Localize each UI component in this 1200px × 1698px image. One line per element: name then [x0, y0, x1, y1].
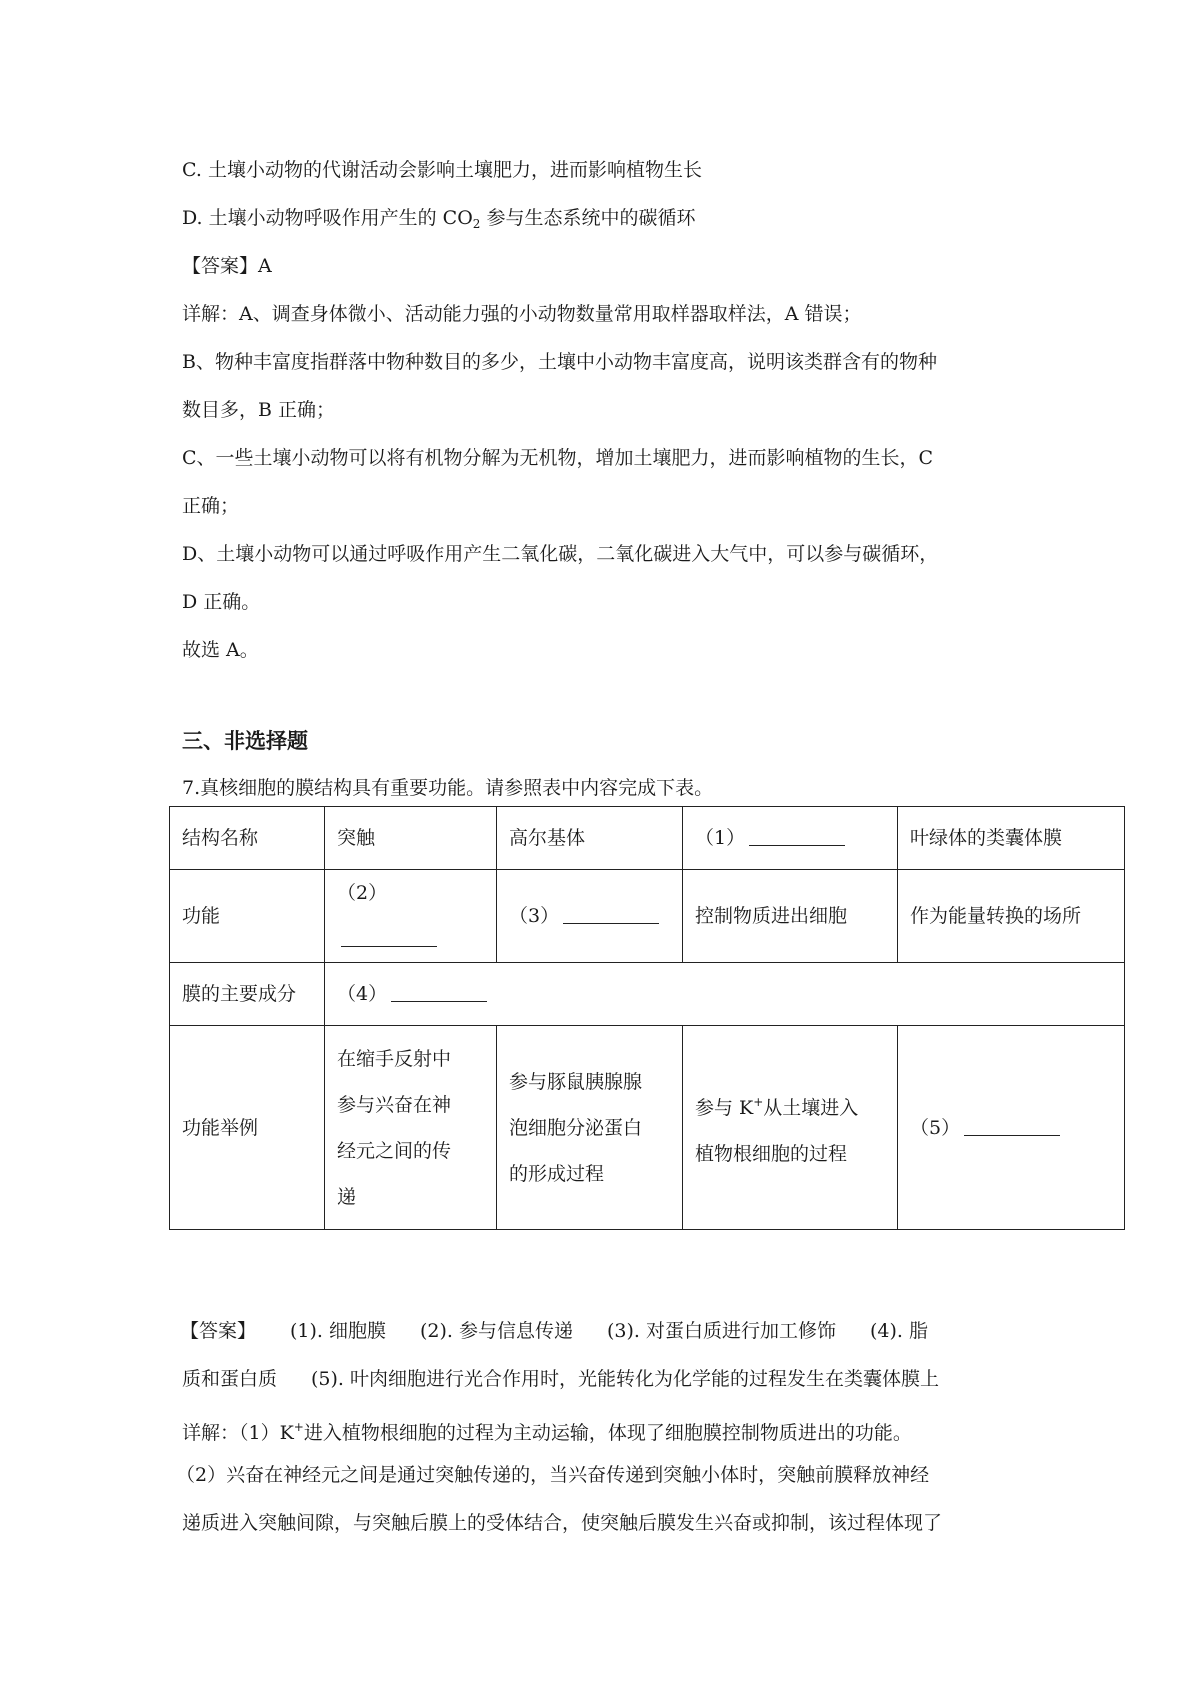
table-cell: 功能举例 [170, 1026, 325, 1230]
cell-line: 泡细胞分泌蛋白 [509, 1116, 643, 1139]
option-c: C. 土壤小动物的代谢活动会影响土壤肥力，进而影响植物生长 [182, 159, 702, 181]
table-cell: 膜的主要成分 [170, 963, 325, 1026]
k-superscript: + [293, 1420, 304, 1434]
k-superscript: + [753, 1094, 764, 1109]
answer-blank[interactable] [341, 928, 437, 947]
answer-blank[interactable] [964, 1117, 1060, 1136]
cell-line: 参与豚鼠胰腺腺 [509, 1070, 643, 1093]
detail-text-post: 进入植物根细胞的过程为主动运输，体现了细胞膜控制物质进出的功能。 [303, 1422, 912, 1444]
explanation-c-line2: 正确； [182, 495, 240, 517]
explanation-d-line1: D、土壤小动物可以通过呼吸作用产生二氧化碳，二氧化碳进入大气中，可以参与碳循环， [182, 543, 939, 565]
table-cell [683, 807, 898, 870]
explanation-b-line2: 数目多，B 正确； [182, 399, 336, 421]
answer-part-1: (1). 细胞膜 [290, 1320, 387, 1342]
answer-part-5: (5). 叶肉细胞进行光合作用时，光能转化为化学能的过程发生在类囊体膜上 [311, 1368, 940, 1390]
answer-part-4a: (4). 脂 [870, 1320, 929, 1342]
cell-line: 参与兴奋在神 [337, 1093, 452, 1116]
cell-text-post: 从土壤进入 [763, 1096, 859, 1119]
table-cell: 高尔基体 [497, 807, 683, 870]
cell-line: 的形成过程 [509, 1162, 605, 1185]
table-cell: 控制物质进出细胞 [683, 870, 898, 963]
membrane-table [169, 806, 1125, 1230]
table-cell [683, 1026, 898, 1230]
blank-number: （5） [910, 1116, 961, 1139]
cell-line: 植物根细胞的过程 [695, 1142, 848, 1165]
table-row [170, 963, 1125, 1026]
table-cell: 突触 [325, 807, 497, 870]
choose-conclusion: 故选 A。 [182, 639, 259, 661]
answer-blank[interactable] [749, 827, 845, 846]
answer-part-4b: 质和蛋白质 [182, 1368, 278, 1390]
answer-label-2: 【答案】 [180, 1320, 257, 1342]
answer-part-2: (2). 参与信息传递 [420, 1320, 574, 1342]
detail-text-pre: 详解：（1）K [182, 1422, 294, 1444]
table-cell [497, 870, 683, 963]
detail-line-3: 递质进入突触间隙，与突触后膜上的受体结合，使突触后膜发生兴奋或抑制，该过程体现了 [182, 1512, 943, 1534]
explanation-b-line1: B、物种丰富度指群落中物种数目的多少，土壤中小动物丰富度高，说明该类群含有的物种 [182, 351, 937, 373]
cell-line [695, 1079, 885, 1131]
table-cell: 作为能量转换的场所 [898, 870, 1125, 963]
explanation-d-line2: D 正确。 [182, 591, 261, 613]
table-cell [325, 870, 497, 963]
cell-line: 在缩手反射中 [337, 1047, 452, 1070]
explanation-c-line1: C、一些土壤小动物可以将有机物分解为无机物，增加土壤肥力，进而影响植物的生长，C [182, 447, 934, 469]
answer-line-2 [182, 1366, 939, 1392]
table-cell [898, 1026, 1125, 1230]
detail-line-2: （2）兴奋在神经元之间是通过突触传递的，当兴奋传递到突触小体时，突触前膜释放神经 [176, 1464, 930, 1486]
option-d-text-pre: D. 土壤小动物呼吸作用产生的 CO [182, 207, 473, 229]
detail-line-1 [182, 1414, 912, 1446]
explanation-a: 详解：A、调查身体微小、活动能力强的小动物数量常用取样器取样法，A 错误； [182, 303, 862, 325]
cell-text-pre: 参与 K [695, 1096, 754, 1119]
table-row [170, 870, 1125, 963]
table-cell: 结构名称 [170, 807, 325, 870]
blank-number: （1） [695, 827, 746, 849]
table-cell: 功能 [170, 870, 325, 963]
cell-line: 经元之间的传 [337, 1139, 452, 1162]
answer-label: 【答案】A [182, 255, 272, 277]
section-heading: 三、非选择题 [182, 728, 308, 753]
table-row [170, 1026, 1125, 1230]
table-cell [325, 963, 1125, 1026]
table-row [170, 807, 1125, 870]
cell-line: 递 [337, 1185, 357, 1208]
table-cell [325, 1026, 497, 1230]
option-d-text-post: 参与生态系统中的碳循环 [480, 207, 696, 229]
question-7: 7.真核细胞的膜结构具有重要功能。请参照表中内容完成下表。 [182, 777, 714, 799]
answer-part-3: (3). 对蛋白质进行加工修饰 [607, 1320, 837, 1342]
answer-line-1 [180, 1318, 928, 1344]
table-cell [497, 1026, 683, 1230]
blank-number: （3） [509, 905, 560, 927]
table-cell: 叶绿体的类囊体膜 [898, 807, 1125, 870]
option-d [182, 205, 695, 237]
blank-number: （4） [337, 983, 388, 1005]
answer-blank[interactable] [391, 983, 487, 1002]
blank-number: （2） [337, 882, 388, 904]
answer-blank[interactable] [563, 905, 659, 924]
co2-subscript: 2 [472, 217, 481, 231]
